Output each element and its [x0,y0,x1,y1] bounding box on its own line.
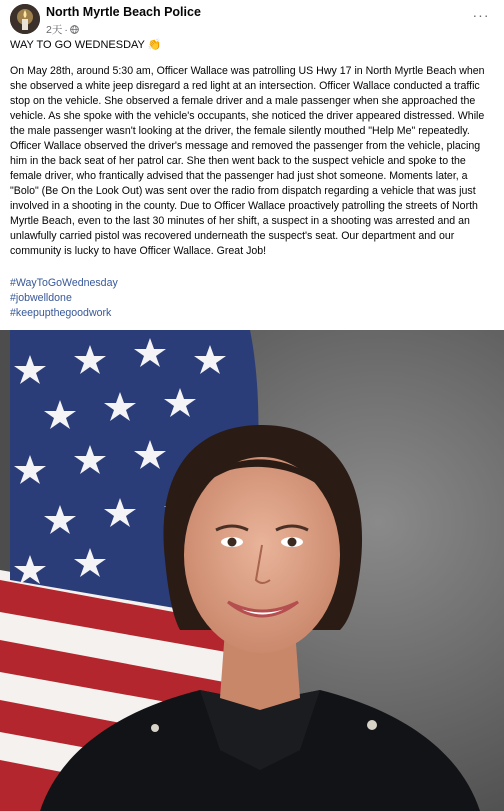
post-meta [46,22,79,37]
post-time[interactable]: 2天 [46,24,63,36]
hashtag-waytogowednesday[interactable]: #WayToGoWednesday [10,277,118,289]
page-name[interactable]: North Myrtle Beach Police [46,5,201,19]
meta-separator: · [64,23,68,36]
post-body [10,38,496,259]
more-options-button[interactable] [470,8,492,22]
hashtag-list [10,276,118,321]
hashtag-jobwelldone[interactable]: #jobwelldone [10,292,72,304]
more-options-icon: ··· [472,7,490,23]
post-headline [10,38,496,53]
page-avatar[interactable] [10,4,40,34]
post-header [0,0,504,40]
hashtag-keepupthegoodwork[interactable]: #keepupthegoodwork [10,307,112,319]
post-photo[interactable] [0,330,504,811]
officer-portrait-image [0,330,504,811]
candle-avatar-icon [10,4,40,34]
post-paragraph: On May 28th, around 5:30 am, Officer Wallace was patrolling US Hwy 17 in North Myrtle Beach when she observed a white jeep disregard a red light at an intersection. Officer Wallace conducted a traffic stop on the vehicle. She observed a female driver and a male passenger when she approached the vehicle. As she spoke with the vehicle's occupants, she noticed the driver appeared distressed. While the male passenger wasn't looking at the driver, the female silently mouthed "Help Me" repeatedly. Officer Wallace observed the driver's message and removed the passenger from the vehicle, placing him in the back seat of her patrol car. She then went back to the suspect vehicle and spoke to the female driver, who frantically advised that the passenger had just shot someone. Moments later, a "Bolo" (Be On the Look Out) was sent over the radio from dispatch regarding a vehicle that was just involved in a shooting in the county. Due to Officer Wallace proactively patrolling the streets of North Myrtle Beach, even to the last 30 minutes of her shift, a suspect in a shooting was arrested and an unlawfully carried pistol was recovered underneath the suspect's seat. Our department and our community is lucky to have Officer Wallace. Great Job! [10,65,485,257]
clapping-hands-icon: 👏 [147,39,162,51]
headline-text: WAY TO GO WEDNESDAY [10,39,145,51]
globe-icon [70,25,79,34]
face [184,457,340,653]
